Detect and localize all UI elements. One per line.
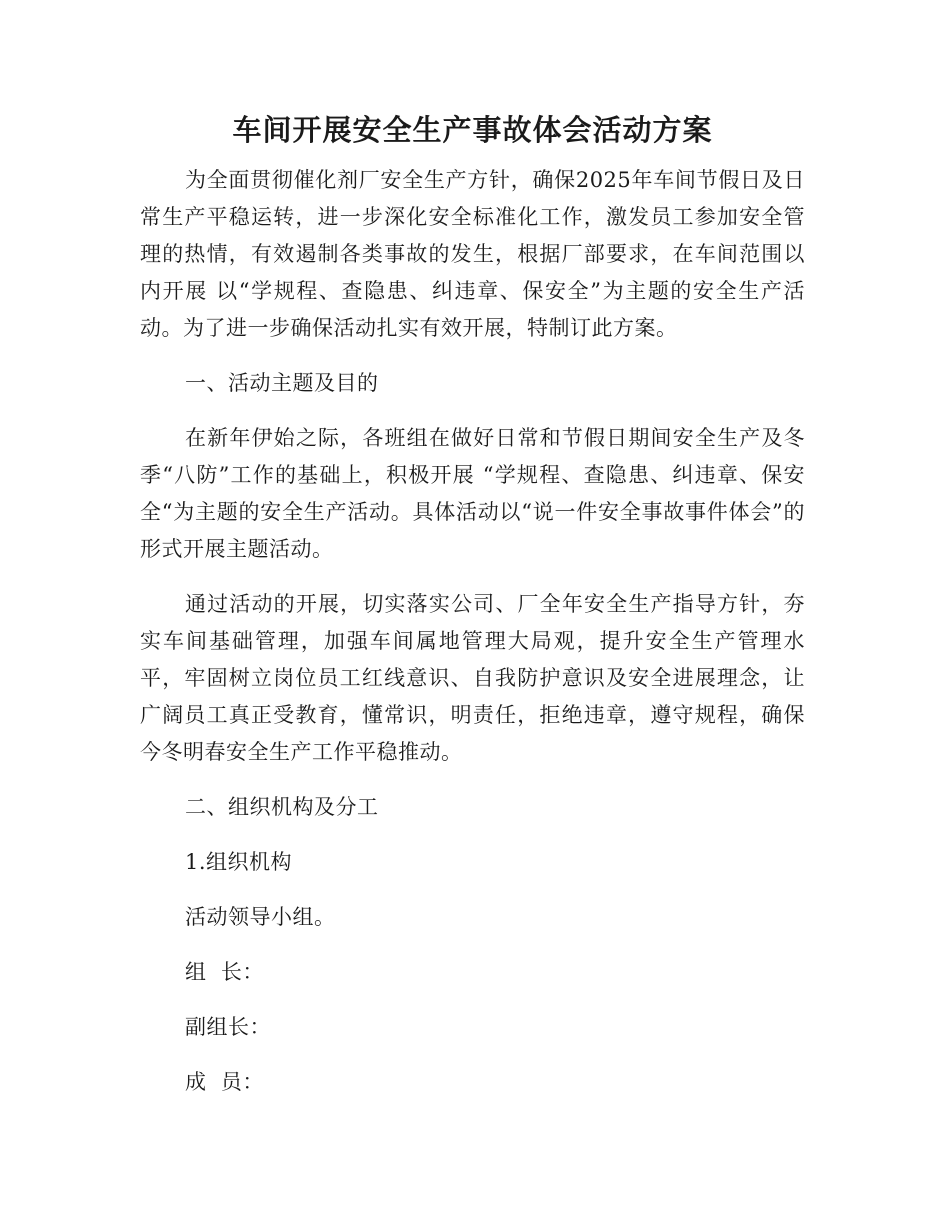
document-title: 车间开展安全生产事故体会活动方案 (232, 113, 713, 147)
group-leader-line: 组 长： (185, 960, 264, 984)
intro-paragraph: 为全面贯彻催化剂厂安全生产方针，确保2025年车间节假日及日常生产平稳运转，进一步深化安全标准化工作，激发员工参加安全管理的热情，有效遏制各类事故的发生，根据厂部要求，在车间范围以内开展 以“学规程、查隐患、纠违章、保安全”为主题的安全生产活动。为了进一步确保活动扎实有效开展，特制订此方案。 (140, 168, 805, 340)
leading-group-line: 活动领导小组。 (185, 905, 336, 929)
section-heading-organization: 二、组织机构及分工 (185, 795, 379, 819)
theme-paragraph: 在新年伊始之际，各班组在做好日常和节假日期间安全生产及冬季“八防”工作的基础上，积极开展 “学规程、查隐患、纠违章、保安全“为主题的安全生产活动。具体活动以“说一件安全事故事件体会”的形式开展主题活动。 (140, 426, 805, 561)
subheading-organization-structure: 1.组织机构 (185, 850, 293, 874)
purpose-paragraph: 通过活动的开展，切实落实公司、厂全年安全生产指导方针，夯实车间基础管理，加强车间属地管理大局观，提升安全生产管理水平，牢固树立岗位员工红线意识、自我防护意识及安全进展理念，让广阔员工真正受教育，懂常识，明责任，拒绝违章，遵守规程，确保今冬明春安全生产工作平稳推动。 (140, 592, 805, 764)
deputy-leader-line: 副组长： (185, 1015, 271, 1039)
document-page (140, 108, 805, 1119)
section-heading-theme: 一、活动主题及目的 (185, 371, 379, 395)
members-line: 成 员： (185, 1070, 264, 1094)
